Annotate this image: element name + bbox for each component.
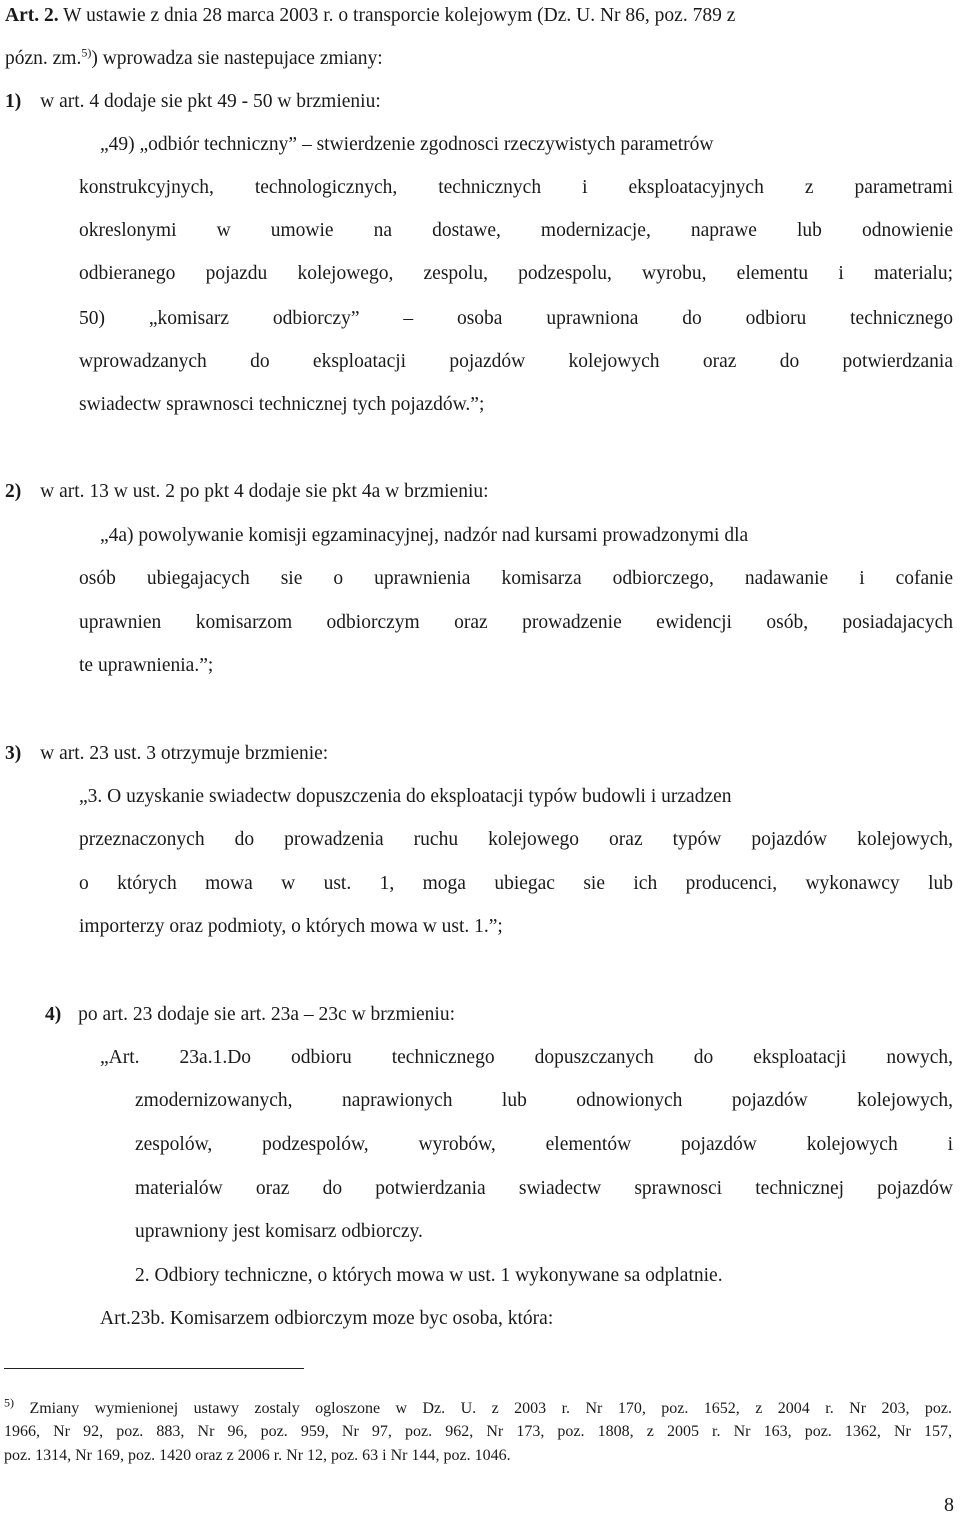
footnote-line-3: poz. 1314, Nr 169, poz. 1420 oraz z 2006 r. Nr 12, poz. 63 i Nr 144, poz. 1046. [4,1447,511,1464]
footnote-marker: 5) [4,1395,14,1410]
article-intro-text: W ustawie z dnia 28 marca 2003 r. o transporcie kolejowym (Dz. U. Nr 86, poz. 789 z [63,5,736,26]
paragraph-line: osób ubiegajacych sie o uprawnienia komisarza odbiorczego, nadawanie i cofanie [79,568,953,589]
point-4a-line: „4a) powolywanie komisji egzaminacyjnej, nadzór nad kursami prowadzonymi dla [100,525,749,546]
section-number: 4) [45,1004,62,1025]
paragraph-line: odbieranego pojazdu kolejowego, zespolu, podzespolu, wyrobu, elementu i materialu; [79,263,953,284]
footnote-reference[interactable]: 5) [81,45,92,60]
article-heading-line-1 [5,4,735,28]
footnote-line-1: $^{5)}$ Zmiany wymienionej ustawy zostaly ogloszone w Dz. U. z 2003 r. Nr 170, poz. 1652, z 2004 r. Nr 203, poz. [4,1395,953,1417]
paragraph-line: uprawnien komisarzom odbiorczym oraz prowadzenie ewidencji osób, posiadajacych [79,612,953,633]
section-number: 1) [5,91,22,112]
paragraph-line: materialów oraz do potwierdzania swiadectw sprawnosci technicznej pojazdów [135,1178,953,1199]
paragraph-line: importerzy oraz podmioty, o których mowa w ust. 1.”; [79,916,503,937]
section-1-intro: 1) w art. 4 dodaje sie pkt 49 - 50 w brzmieniu: [5,91,381,112]
footnote-divider [4,1368,304,1369]
paragraph-line: swiadectw sprawnosci technicznej tych pojazdów.”; [79,394,485,415]
article-heading-line-2: pózn. zm.$^{5)}$) wprowadza sie nastepujace zmiany: [5,45,383,69]
section-number: 2) [5,481,22,502]
art-23a-line: „Art. 23a.1.Do odbioru technicznego dopuszczanych do eksploatacji nowych, [100,1047,953,1068]
section-4-intro: 4) po art. 23 dodaje sie art. 23a – 23c w brzmieniu: [45,1004,456,1025]
definition-50-line: 50) „komisarz odbiorczy” – osoba uprawniona do odbioru technicznego [79,308,953,329]
paragraph-line: konstrukcyjnych, technologicznych, technicznych i eksploatacyjnych z parametrami [79,177,953,198]
ust-3-line: „3. O uzyskanie swiadectw dopuszczenia do eksploatacji typów budowli i urzadzen [79,786,732,807]
footnote-line-2: 1966, Nr 92, poz. 883, Nr 96, poz. 959, Nr 97, poz. 962, Nr 173, poz. 1808, z 2005 r. Nr 163, poz. 1362, Nr 157, [4,1423,952,1440]
paragraph-line: uprawniony jest komisarz odbiorczy. [135,1221,423,1242]
section-number: 3) [5,743,22,764]
paragraph-line: o których mowa w ust. 1, moga ubiegac sie ich producenci, wykonawcy lub [79,873,953,894]
paragraph-line: zmodernizowanych, naprawionych lub odnowionych pojazdów kolejowych, [135,1090,953,1111]
paragraph-line: zespolów, podzespolów, wyrobów, elementów pojazdów kolejowych i [135,1134,953,1155]
definition-49-line: „49) „odbiór techniczny” – stwierdzenie zgodnosci rzeczywistych parametrów [100,134,714,155]
section-3-intro: 3) w art. 23 ust. 3 otrzymuje brzmienie: [5,743,329,764]
article-label: Art. 2. [5,5,59,26]
paragraph-line: te uprawnienia.”; [79,655,214,676]
ust-2-line: 2. Odbiory techniczne, o których mowa w ust. 1 wykonywane sa odplatnie. [135,1265,723,1286]
section-2-intro: 2) w art. 13 w ust. 2 po pkt 4 dodaje sie pkt 4a w brzmieniu: [5,481,489,502]
paragraph-line: przeznaczonych do prowadzenia ruchu kolejowego oraz typów pojazdów kolejowych, [79,829,953,850]
paragraph-line: wprowadzanych do eksploatacji pojazdów kolejowych oraz do potwierdzania [79,351,953,372]
art-23b-line: Art.23b. Komisarzem odbiorczym moze byc osoba, która: [100,1308,554,1329]
paragraph-line: okreslonymi w umowie na dostawe, modernizacje, naprawe lub odnowienie [79,220,953,241]
page-number: 8 [944,1494,954,1516]
